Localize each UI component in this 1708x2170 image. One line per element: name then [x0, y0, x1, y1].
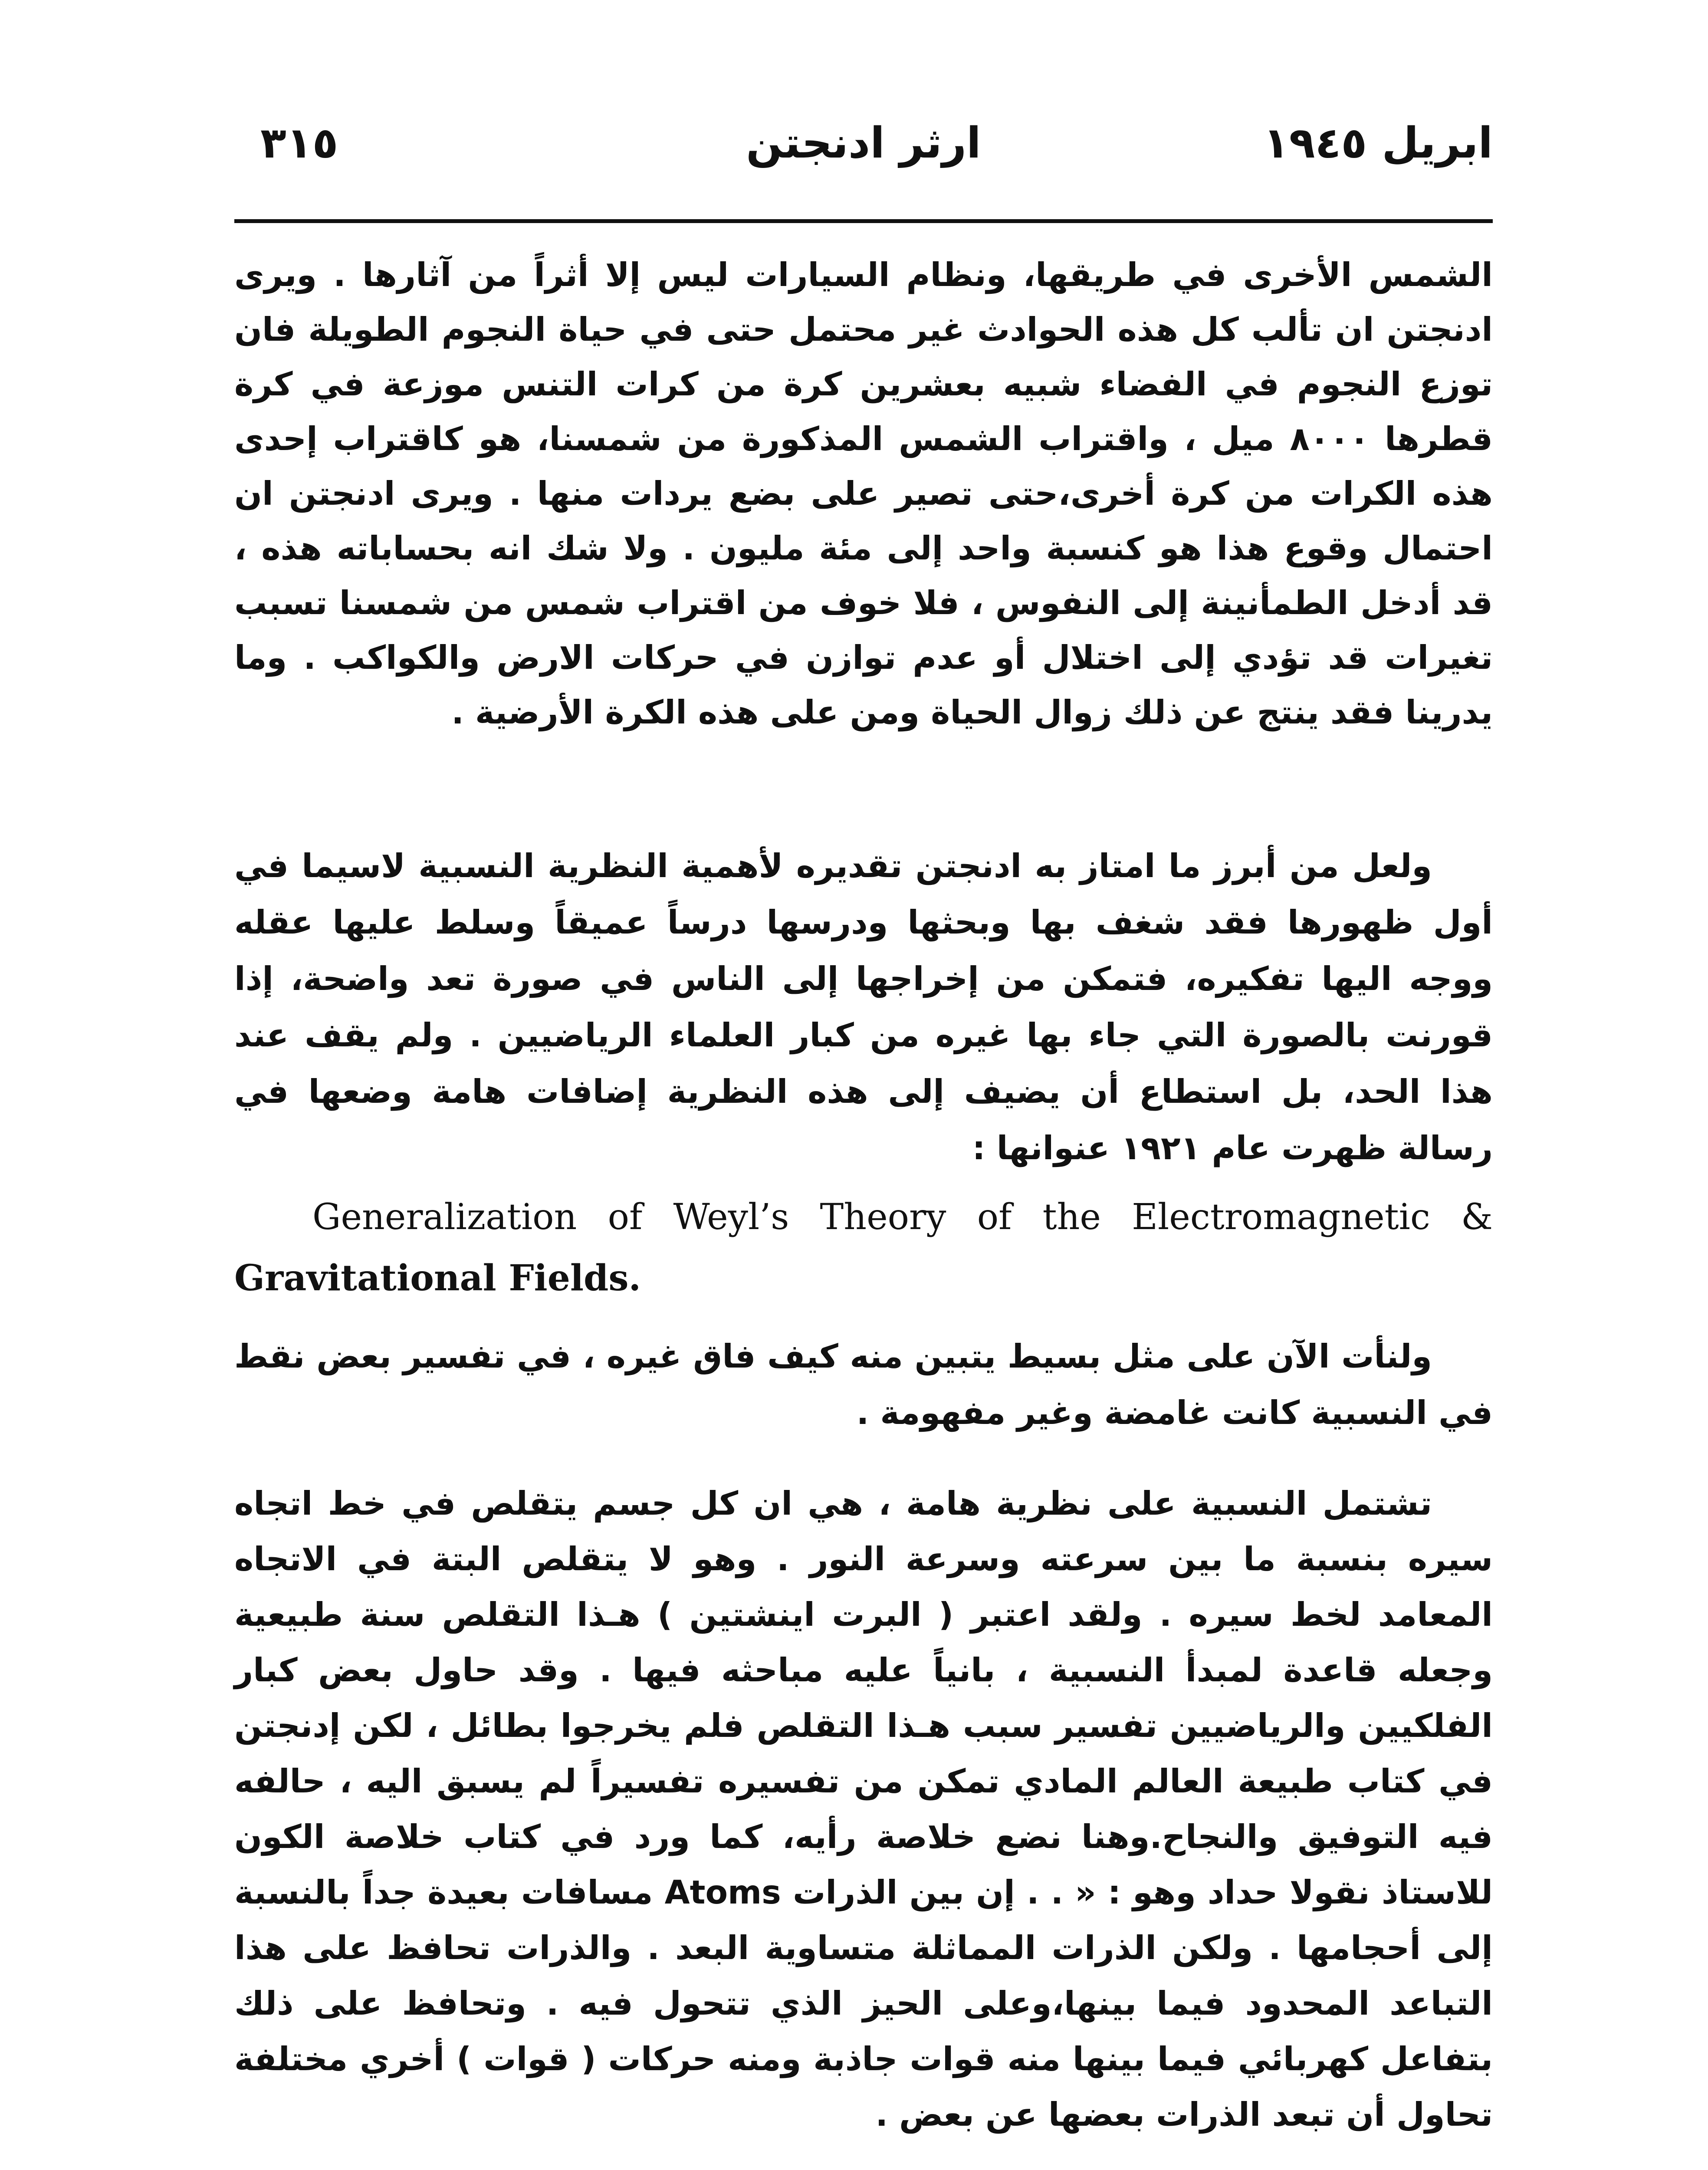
- english-title-line-2: Gravitational Fields.: [234, 1257, 641, 1299]
- running-header: [234, 108, 1493, 178]
- paragraph-3-text: ولنأت الآن على مثل بسيط يتبين منه كيف فاق غيره ، في تفسير بعض نقط في النسبية كانت غامضة وغير مفهومة .: [234, 1337, 1493, 1432]
- paragraph-1-text: الشمس الأخرى في طريقها، ونظام السيارات ليس إلا أثراً من آثارها . ويرى ادنجتن ان تألب كل هذه الحوادث غير محتمل حتى في حياة النجوم الطويلة فان توزع النجوم في الفضاء شبيه بعشرين كرة من كرات التنس موزعة في كرة قطرها ٨٠٠٠ ميل ، واقتراب الشمس المذكورة من شمسنا، هو كاقتراب إحدى هذه الكرات من كرة أخرى،حتى تصير على بضع يردات منها . ويرى ادنجتن ان احتمال وقوع هذا هو كنسبة واحد إلى مئة مليون . ولا شك انه بحساباته هذه ، قد أدخل الطمأنينة إلى النفوس ، فلا خوف من اقتراب شمس من شمسنا تسبب تغيرات قد تؤدي إلى اختلال أو عدم توازن في حركات الارض والكواكب . وما يدرينا فقد ينتج عن ذلك زوال الحياة ومن على هذه الكرة الأرضية .: [234, 256, 1493, 731]
- issue-date: ابريل ١٩٤٥: [1263, 118, 1493, 168]
- paragraph-1: [234, 247, 1493, 740]
- paragraph-3: [234, 1328, 1493, 1441]
- english-title-line-1: Generalization of Weyl’s Theory of the Electromagnetic &: [312, 1197, 1493, 1238]
- paragraph-4-text: تشتمل النسبية على نظرية هامة ، هي ان كل جسم يتقلص في خط اتجاه سيره بنسبة ما بين سرعته وسرعة النور . وهو لا يتقلص البتة في الاتجاه المعامد لخط سيره . ولقد اعتبر ( البرت اينشتين ) هـذا التقلص سنة طبيعية وجعله قاعدة لمبدأ النسبية ، بانياً عليه مباحثه فيها . وقد حاول بعض كبار الفلكيين والرياضيين تفسير سبب هـذا التقلص فلم يخرجوا بطائل ، لكن إدنجتن في كتاب طبيعة العالم المادي تمكن من تفسيره تفسيراً لم يسبق اليه ، حالفه فيه التوفيق والنجاح.وهنا نضع خلاصة رأيه، كما ورد في كتاب خلاصة الكون للاستاذ نقولا حداد وهو : « . . إن بين الذرات Atoms مسافات بعيدة جداً بالنسبة إلى أحجامها . ولكن الذرات المماثلة متساوية البعد . والذرات تحافظ على هذا التباعد المحدود فيما بينها،وعلى الحيز الذي تتحول فيه . وتحافظ على ذلك بتفاعل كهربائي فيما بينها منه قوات جاذبة ومنه حركات ( قوات ) أخري مختلفة تحاول أن تبعد الذرات بعضها عن بعض .: [234, 1484, 1493, 2134]
- paragraph-2-text: ولعل من أبرز ما امتاز به ادنجتن تقديره لأهمية النظرية النسبية لاسيما في أول ظهورها فقد شغف بها وبحثها ودرسها درساً عميقاً وسلط عليها عقله ووجه اليها تفكيره، فتمكن من إخراجها إلى الناس في صورة تعد واضحة، إذا قورنت بالصورة التي جاء بها غيره من كبار العلماء الرياضيين . ولم يقف عند هذا الحد، بل استطاع أن يضيف إلى هذه النظرية إضافات هامة وضعها في رسالة ظهرت عام ١٩٢١ عنوانها :: [234, 847, 1493, 1167]
- english-paper-title: [234, 1187, 1493, 1309]
- running-title: ارثر ادنجتن: [746, 118, 981, 168]
- header-rule: [234, 219, 1493, 223]
- page-number: ٣١٥: [260, 118, 338, 168]
- paragraph-2: [234, 838, 1493, 1176]
- paragraph-4: [234, 1476, 1493, 2142]
